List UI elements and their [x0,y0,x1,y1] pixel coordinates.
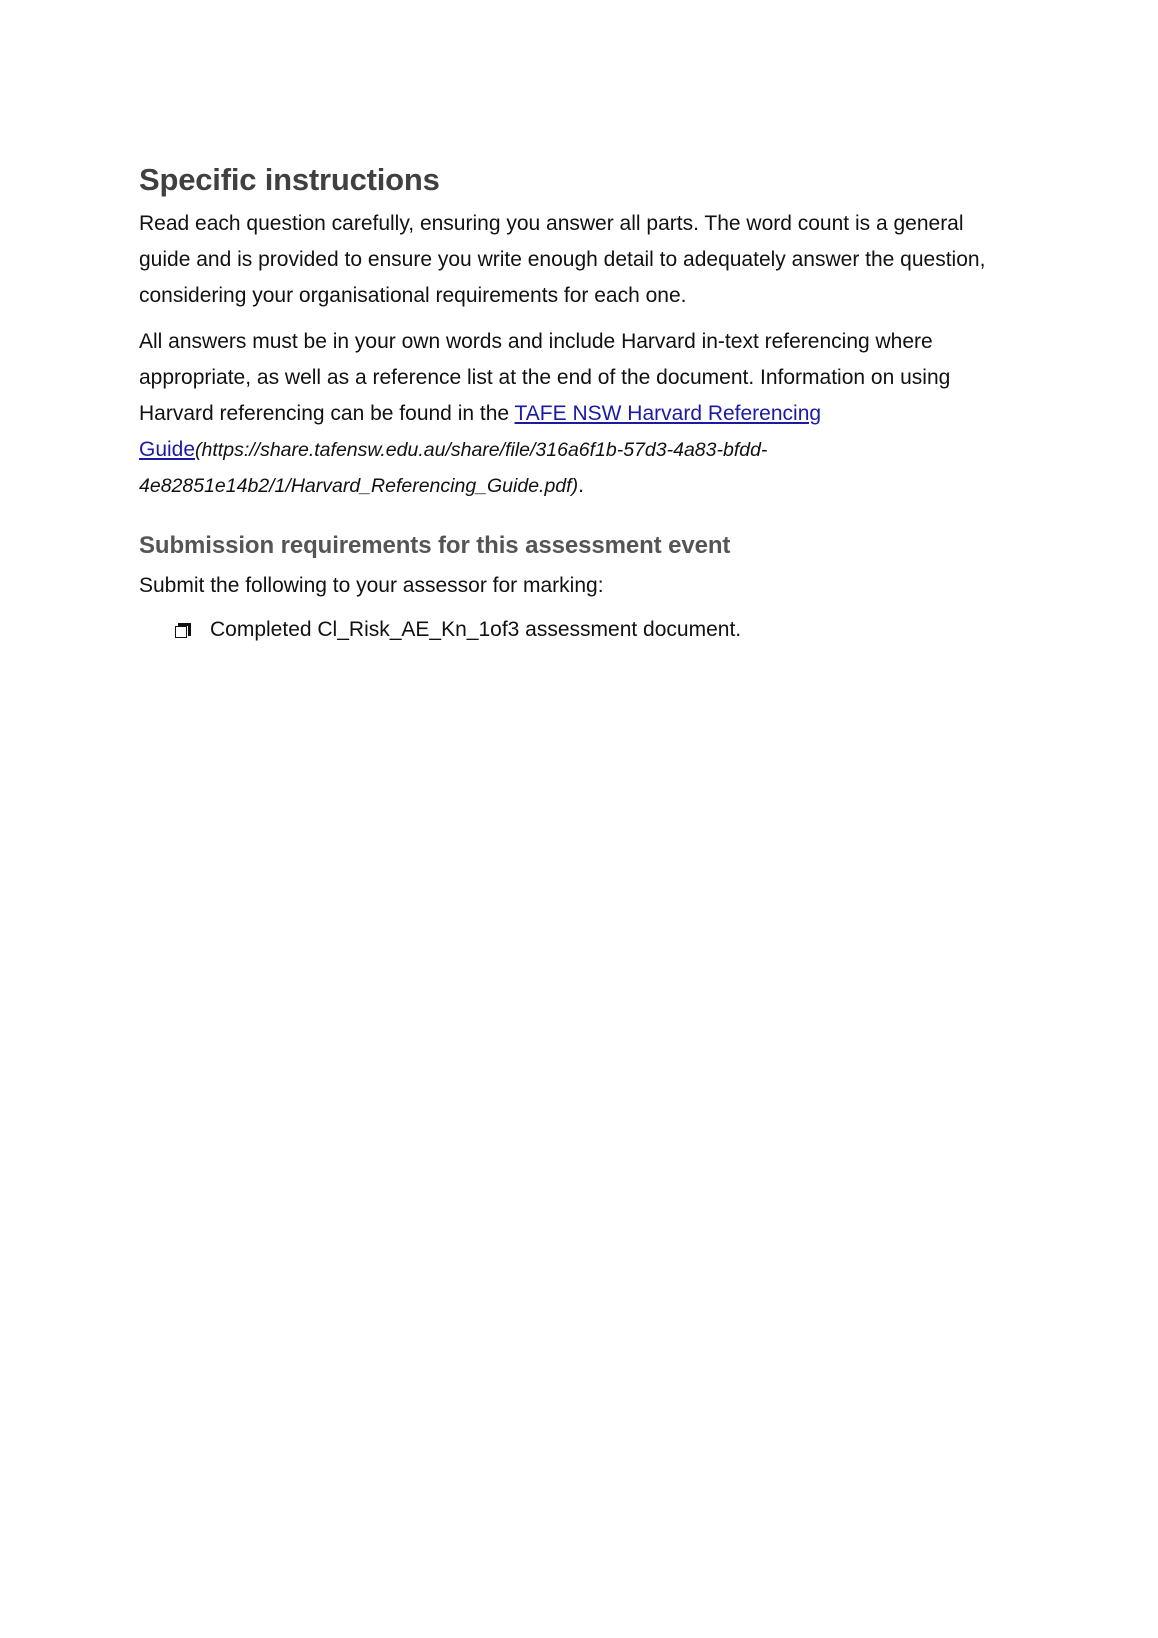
checklist-item-label: Completed Cl_Risk_AE_Kn_1of3 assessment document. [210,618,742,641]
harvard-guide-link[interactable]: TAFE NSW Harvard Referencing Guide [139,402,822,461]
referencing-text: All answers must be in your own words and include Harvard in-text referencing where appropriate, as well as a reference list at the end of the document. Information on using Harvard referencing can be found in the [139,330,951,425]
instructions-paragraph: Read each question carefully, ensuring you answer all parts. The word count is a general guide and is provided to ensure you write enough detail to adequately answer the question, considering your organisational requirements for each one. [139,212,986,307]
submission-heading: Submission requirements for this assessment event [139,532,731,559]
page-content [139,160,1019,648]
checkbox-icon [175,623,190,638]
referencing-paragraph [139,324,1019,504]
guide-url-text: (https://share.tafensw.edu.au/share/file/316a6f1b-57d3-4a83-bfdd-4e82851e14b2/1/Harvard_Referencing_Guide.pdf) [139,439,768,497]
section-heading: Specific instructions [139,162,440,197]
submission-checklist [139,612,1019,648]
checklist-item [139,612,1019,648]
submission-intro: Submit the following to your assessor for marking: [139,574,604,597]
referencing-period: . [578,474,584,497]
